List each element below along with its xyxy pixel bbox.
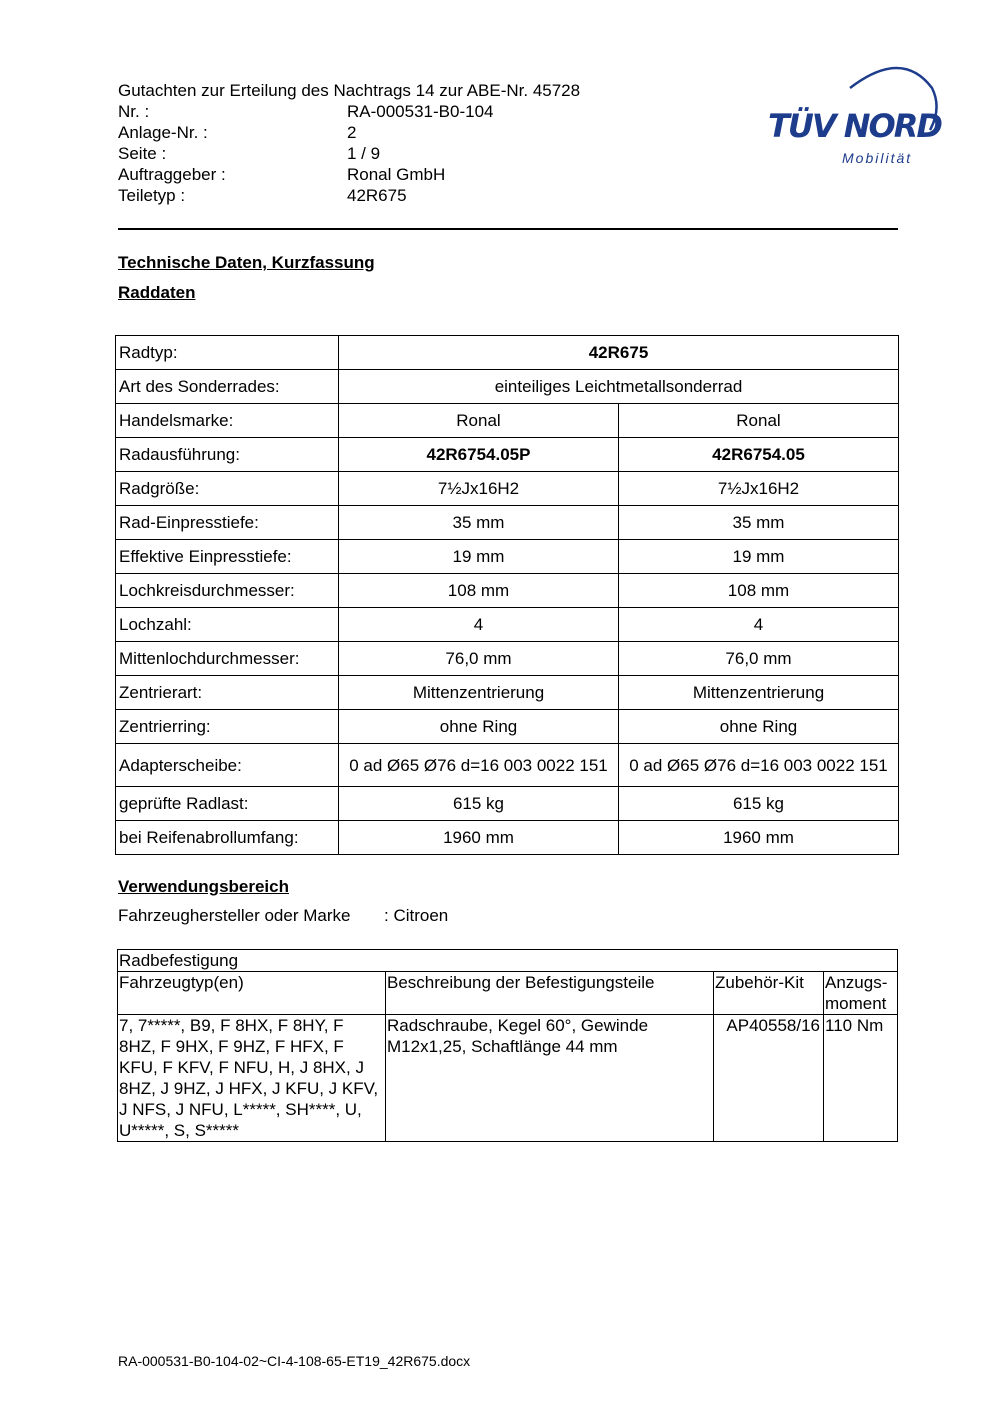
table-row [116, 472, 899, 506]
cell-value: 7½Jx16H2 [619, 472, 899, 506]
table-row [116, 438, 899, 472]
header-label: Teiletyp : [118, 186, 186, 205]
table-row [116, 710, 899, 744]
section-title-tech: Technische Daten, Kurzfassung [118, 253, 375, 272]
column-header: Beschreibung der Befestigungsteile [386, 972, 714, 1015]
cell-value: 35 mm [339, 506, 619, 540]
cell-value: 19 mm [339, 540, 619, 574]
row-label: Adapterscheibe: [116, 744, 339, 787]
row-label: Art des Sonderrades: [116, 370, 339, 404]
cell-value: 1960 mm [339, 821, 619, 855]
header-value: RA-000531-B0-104 [347, 102, 494, 121]
row-label: geprüfte Radlast: [116, 787, 339, 821]
table-header-row [118, 972, 898, 1015]
table-row [116, 336, 899, 370]
header-field-nr [118, 101, 493, 122]
cell-value: 0 ad Ø65 Ø76 d=16 003 0022 151 [619, 744, 899, 787]
column-header: Zubehör-Kit [714, 972, 824, 1015]
cell-value: 0 ad Ø65 Ø76 d=16 003 0022 151 [339, 744, 619, 787]
header-label: Nr. : [118, 102, 150, 121]
header-field-seite [118, 143, 380, 164]
cell-value: 7½Jx16H2 [339, 472, 619, 506]
header-value: 42R675 [347, 186, 407, 205]
cell-value: 76,0 mm [339, 642, 619, 676]
cell-value: 42R6754.05 [619, 438, 899, 472]
table-row [116, 642, 899, 676]
logo-wordmark: TÜV NORD [768, 107, 941, 145]
section-title-verwendung: Verwendungsbereich [118, 877, 289, 896]
row-label: bei Reifenabrollumfang: [116, 821, 339, 855]
cell-value: 4 [339, 608, 619, 642]
table-row [116, 787, 899, 821]
header-field-auftraggeber [118, 164, 445, 185]
vehicle-types: 7, 7*****, B9, F 8HX, F 8HY, F 8HZ, F 9HX, F 9HZ, F HFX, F KFU, F KFV, F NFU, H, J 8HX, J 8HZ, J 9HZ, J HFX, J KFU, J KFV, J NFS, J NFU, L*****, SH****, U, U*****, S, S***** [118, 1015, 386, 1142]
column-header: Anzugs-moment [824, 972, 898, 1015]
table-row [116, 744, 899, 787]
tuev-nord-logo [762, 58, 942, 173]
header-value: Ronal GmbH [347, 165, 446, 184]
table-row [118, 1015, 898, 1142]
radtyp-value: 42R675 [339, 336, 899, 370]
header-label: Seite : [118, 144, 167, 163]
cell-value: 19 mm [619, 540, 899, 574]
cell-value: 108 mm [339, 574, 619, 608]
row-label: Radausführung: [116, 438, 339, 472]
cell-value: ohne Ring [619, 710, 899, 744]
cell-value: ohne Ring [339, 710, 619, 744]
cell-value: 76,0 mm [619, 642, 899, 676]
report-title: Gutachten zur Erteilung des Nachtrags 14 zur ABE-Nr. 45728 [118, 81, 581, 100]
table-row [116, 506, 899, 540]
cell-value: 35 mm [619, 506, 899, 540]
manufacturer-line [118, 906, 448, 926]
cell-value: Mittenzentrierung [619, 676, 899, 710]
cell-value: 42R6754.05P [339, 438, 619, 472]
manufacturer-value: : Citroen [384, 906, 449, 925]
footer-filename: RA-000531-B0-104-02~CI-4-108-65-ET19_42R675.docx [118, 1353, 471, 1369]
accessory-kit: AP40558/16 [714, 1015, 824, 1142]
row-label: Rad-Einpresstiefe: [116, 506, 339, 540]
table-row [116, 676, 899, 710]
raddaten-table [115, 335, 899, 855]
row-label: Effektive Einpresstiefe: [116, 540, 339, 574]
header-divider [118, 228, 898, 230]
cell-value: Mittenzentrierung [339, 676, 619, 710]
cell-value: 108 mm [619, 574, 899, 608]
header-label: Auftraggeber : [118, 165, 226, 184]
table-title-row [118, 950, 898, 972]
section-title-raddaten: Raddaten [118, 283, 196, 302]
row-label: Handelsmarke: [116, 404, 339, 438]
table-row [116, 821, 899, 855]
row-label: Radgröße: [116, 472, 339, 506]
cell-value: Ronal [619, 404, 899, 438]
fastener-description: Radschraube, Kegel 60°, Gewinde M12x1,25, Schaftlänge 44 mm [386, 1015, 714, 1142]
cell-value: 615 kg [339, 787, 619, 821]
row-label: Radtyp: [116, 336, 339, 370]
table-row [116, 574, 899, 608]
header-value: 2 [347, 123, 357, 142]
table-title: Radbefestigung [118, 950, 898, 972]
cell-value: 4 [619, 608, 899, 642]
table-row [116, 370, 899, 404]
row-label: Zentrierring: [116, 710, 339, 744]
art-value: einteiliges Leichtmetallsonderrad [339, 370, 899, 404]
row-label: Mittenlochdurchmesser: [116, 642, 339, 676]
cell-value: Ronal [339, 404, 619, 438]
table-row [116, 608, 899, 642]
header-field-anlage [118, 122, 356, 143]
table-row [116, 540, 899, 574]
header-value: 1 / 9 [347, 144, 381, 163]
header-label: Anlage-Nr. : [118, 123, 208, 142]
row-label: Lochzahl: [116, 608, 339, 642]
row-label: Lochkreisdurchmesser: [116, 574, 339, 608]
column-header: Fahrzeugtyp(en) [118, 972, 386, 1015]
header-field-teiletyp [118, 185, 407, 206]
cell-value: 1960 mm [619, 821, 899, 855]
logo-subtitle: Mobilität [842, 150, 913, 166]
table-row [116, 404, 899, 438]
row-label: Zentrierart: [116, 676, 339, 710]
manufacturer-label: Fahrzeughersteller oder Marke [118, 906, 351, 925]
torque: 110 Nm [824, 1015, 898, 1142]
cell-value: 615 kg [619, 787, 899, 821]
radbefestigung-table [117, 949, 898, 1142]
